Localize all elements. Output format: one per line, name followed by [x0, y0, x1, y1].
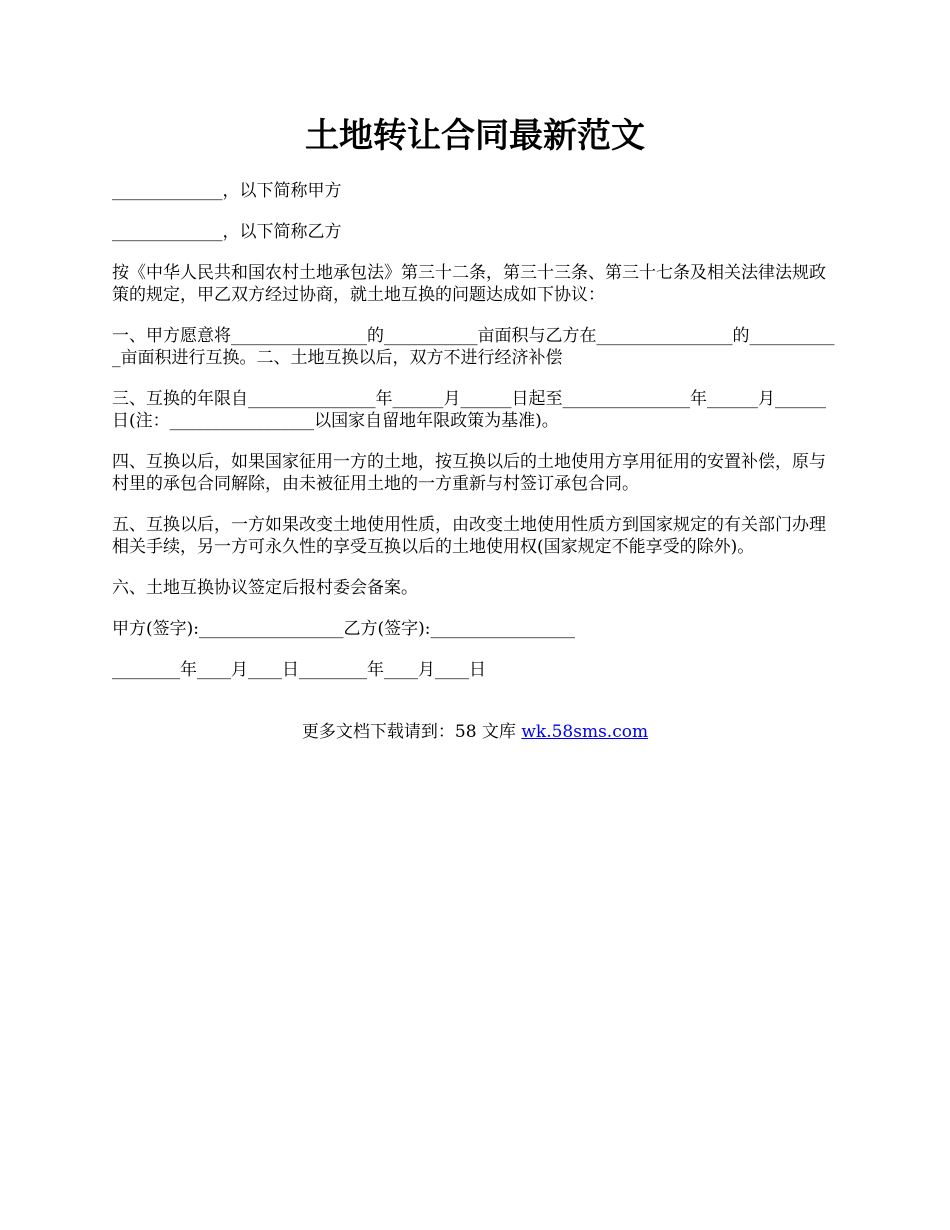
- party-b-line: _____________，以下简称乙方: [112, 222, 342, 242]
- clause-1-2: 一、甲方愿意将________________的___________亩面积与乙方在________________的___________亩面积进行互换。二、土地互换以后，双方不进行经济补偿: [112, 326, 835, 368]
- clause-6: 六、土地互换协议签定后报村委会备案。: [112, 578, 418, 598]
- date-line: ________年____月____日________年____月____日: [112, 660, 486, 680]
- clause-5: 五、互换以后，一方如果改变土地使用性质，由改变土地使用性质方到国家规定的有关部门办理相关手续，另一方可永久性的享受互换以后的土地使用权(国家规定不能享受的除外)。: [112, 515, 826, 557]
- party-a-line: _____________，以下简称甲方: [112, 181, 342, 201]
- document-title: 土地转让合同最新范文: [305, 116, 645, 156]
- footer-text: 更多文档下载请到：58 文库: [301, 722, 522, 742]
- footer: [0, 721, 950, 743]
- clause-4: 四、互换以后，如果国家征用一方的土地，按互换以后的土地使用方享用征用的安置补偿，原与村里的承包合同解除，由未被征用土地的一方重新与村签订承包合同。: [112, 452, 826, 494]
- clause-3: 三、互换的年限自_______________年______月______日起至_______________年______月______日(注：_________________以国家自留地年限政策为基准)。: [112, 389, 826, 431]
- footer-link[interactable]: wk.58sms.com: [521, 722, 649, 742]
- document-body: [112, 180, 842, 700]
- signature-line: 甲方(签字):_________________乙方(签字):_________________: [112, 619, 575, 639]
- preamble-paragraph: 按《中华人民共和国农村土地承包法》第三十二条，第三十三条、第三十七条及相关法律法规政策的规定，甲乙双方经过协商，就土地互换的问题达成如下协议：: [112, 263, 826, 305]
